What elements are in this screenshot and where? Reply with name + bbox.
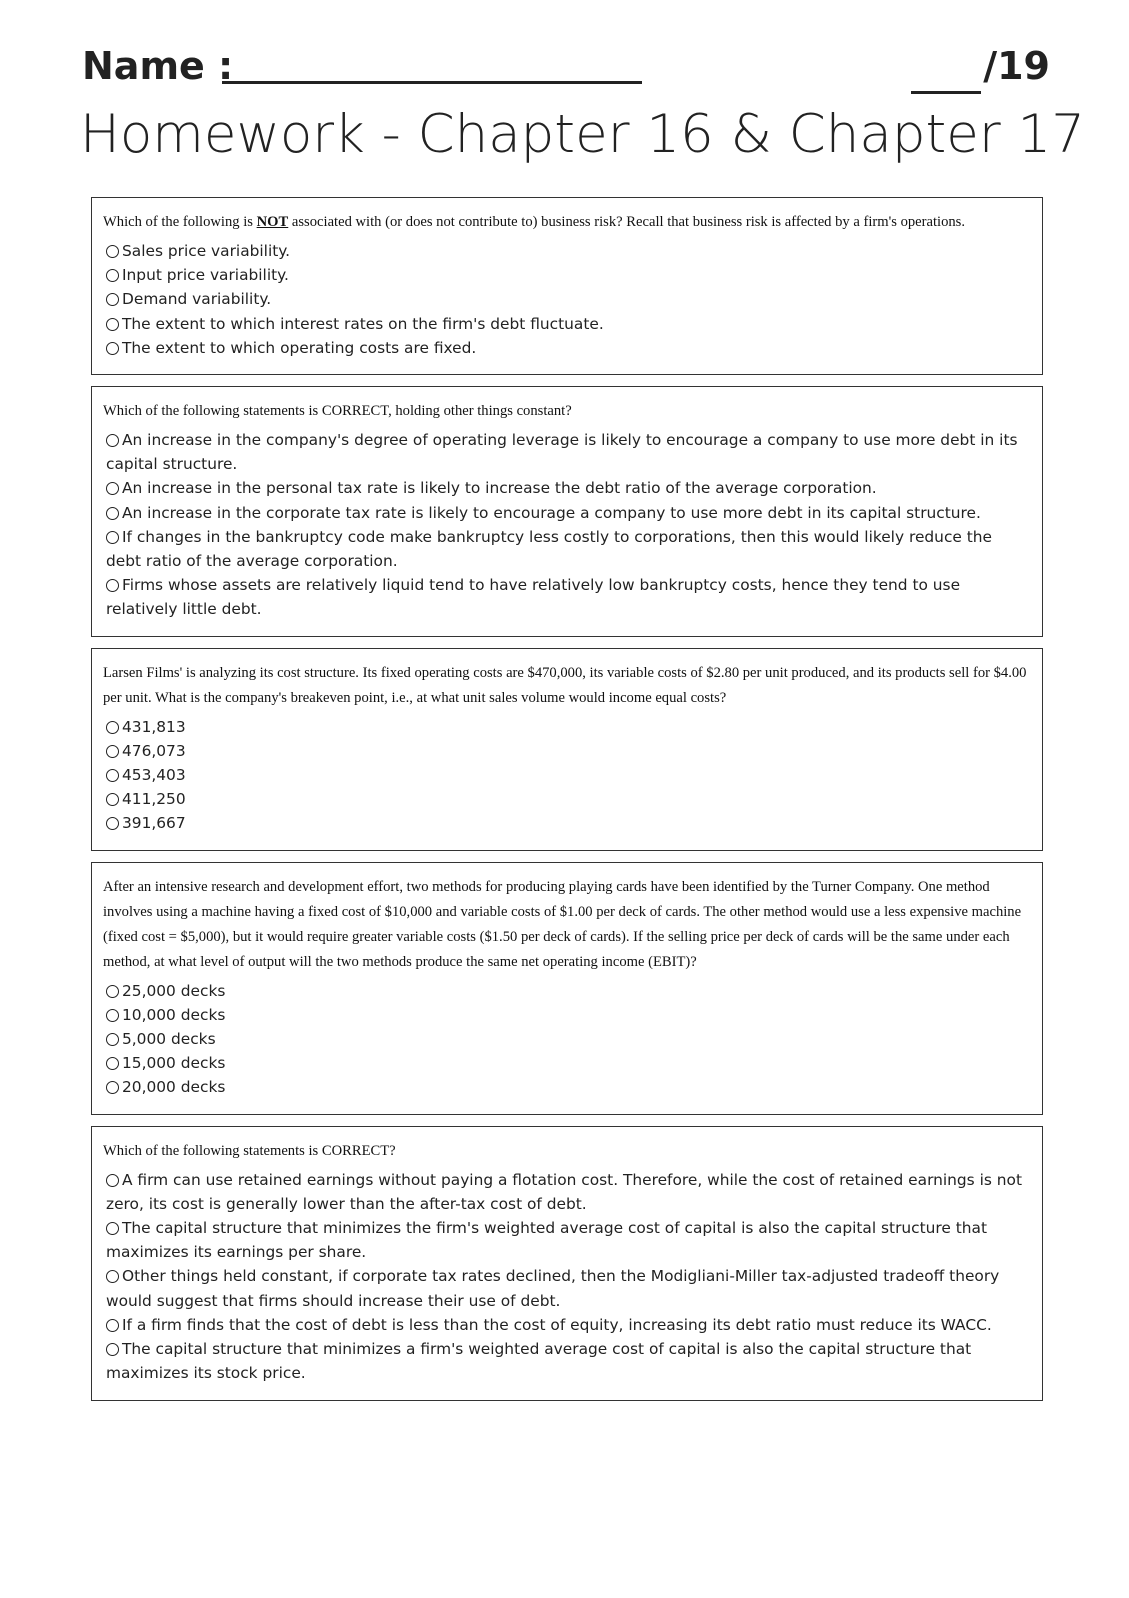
answer-option[interactable]: 15,000 decks — [103, 1051, 1030, 1075]
radio-icon[interactable] — [106, 342, 119, 355]
answer-option[interactable]: Demand variability. — [103, 287, 1030, 311]
question-list — [91, 197, 1043, 1412]
radio-icon[interactable] — [106, 1009, 119, 1022]
score-total: /19 — [983, 44, 1050, 88]
radio-icon[interactable] — [106, 318, 119, 331]
radio-icon[interactable] — [106, 721, 119, 734]
radio-icon[interactable] — [106, 245, 119, 258]
answer-option[interactable]: 5,000 decks — [103, 1027, 1030, 1051]
answer-option[interactable]: 453,403 — [103, 763, 1030, 787]
answer-option[interactable]: If a firm finds that the cost of debt is less than the cost of equity, increasing its debt ratio must reduce its WACC. — [103, 1313, 1030, 1337]
answer-option[interactable]: 431,813 — [103, 715, 1030, 739]
answer-option[interactable]: An increase in the company's degree of operating leverage is likely to encourage a company to use more debt in its capital structure. — [106, 431, 1018, 474]
radio-icon[interactable] — [106, 269, 119, 282]
page-header — [82, 38, 1050, 98]
radio-icon[interactable] — [106, 579, 119, 592]
radio-icon[interactable] — [106, 293, 119, 306]
radio-icon[interactable] — [106, 1319, 119, 1332]
radio-icon[interactable] — [106, 482, 119, 495]
radio-icon[interactable] — [106, 434, 119, 447]
score-input-line[interactable] — [911, 47, 981, 94]
radio-icon[interactable] — [106, 793, 119, 806]
radio-icon[interactable] — [106, 1057, 119, 1070]
radio-icon[interactable] — [106, 1081, 119, 1094]
answer-option[interactable]: 411,250 — [103, 787, 1030, 811]
question-text: Which of the following statements is CORRECT? — [103, 1142, 396, 1159]
radio-icon[interactable] — [106, 1343, 119, 1356]
radio-icon[interactable] — [106, 531, 119, 544]
question-4 — [91, 862, 1043, 1115]
question-text: Larsen Films' is analyzing its cost structure. Its fixed operating costs are $470,000, its variable costs of $2.80 per unit produced, and its products sell for $4.00 per unit. What is the company's breakeven point, i.e., at what unit sales volume would income equal costs? — [103, 664, 1027, 706]
radio-icon[interactable] — [106, 769, 119, 782]
radio-icon[interactable] — [106, 1270, 119, 1283]
answer-option[interactable]: Sales price variability. — [103, 239, 1030, 263]
radio-icon[interactable] — [106, 985, 119, 998]
answer-option[interactable]: Input price variability. — [103, 263, 1030, 287]
answer-option[interactable]: Other things held constant, if corporate tax rates declined, then the Modigliani-Miller tax-adjusted tradeoff theory would suggest that firms should increase their use of debt. — [106, 1267, 1000, 1310]
radio-icon[interactable] — [106, 1033, 119, 1046]
answer-option[interactable]: 20,000 decks — [103, 1075, 1030, 1099]
name-input-line[interactable] — [222, 81, 642, 84]
answer-option[interactable]: An increase in the corporate tax rate is likely to encourage a company to use more debt in its capital structure. — [103, 501, 1030, 525]
answer-option[interactable]: The extent to which interest rates on the firm's debt fluctuate. — [103, 312, 1030, 336]
answer-option[interactable]: A firm can use retained earnings without paying a flotation cost. Therefore, while the cost of retained earnings is not zero, its cost is generally lower than the after-tax cost of debt. — [106, 1170, 1022, 1213]
answer-option[interactable]: An increase in the personal tax rate is likely to increase the debt ratio of the average corporation. — [103, 476, 1030, 500]
question-text: Which of the following is NOT associated with (or does not contribute to) business risk? Recall that business risk is affected by a firm's operations. — [103, 214, 966, 230]
page-title: Homework - Chapter 16 & Chapter 17 — [80, 104, 1085, 165]
answer-option[interactable]: The capital structure that minimizes a firm's weighted average cost of capital is also the capital structure that maximizes its stock price. — [106, 1340, 972, 1383]
answer-option[interactable]: The capital structure that minimizes the firm's weighted average cost of capital is also the capital structure that maximizes its earnings per share. — [106, 1219, 988, 1262]
radio-icon[interactable] — [106, 817, 119, 830]
answer-option[interactable]: Firms whose assets are relatively liquid tend to have relatively low bankruptcy costs, hence they tend to use relatively little debt. — [106, 576, 961, 619]
radio-icon[interactable] — [106, 507, 119, 520]
name-label: Name : — [82, 44, 234, 88]
emphasis-not: NOT — [256, 214, 289, 230]
answer-option[interactable]: The extent to which operating costs are fixed. — [103, 336, 1030, 360]
question-5 — [91, 1126, 1043, 1401]
score-box — [911, 38, 1050, 94]
question-text: After an intensive research and development effort, two methods for producing playing cards have been identified by the Turner Company. One method involves using a machine having a fixed cost of $10,000 and variable costs of $1.00 per deck of cards. The other method would use a less expensive machine (fixed cost = $5,000), but it would require greater variable costs ($1.50 per deck of cards). If the selling price per deck of cards will be the same under each method, at what level of output will the two methods produce the same net operating income (EBIT)? — [103, 878, 1022, 970]
answer-option[interactable]: 391,667 — [103, 811, 1030, 835]
question-text: Which of the following statements is CORRECT, holding other things constant? — [103, 403, 572, 420]
answer-option[interactable]: 476,073 — [103, 739, 1030, 763]
answer-option[interactable]: If changes in the bankruptcy code make bankruptcy less costly to corporations, then this would likely reduce the debt ratio of the average corporation. — [106, 527, 993, 571]
question-1 — [91, 197, 1043, 375]
question-2 — [91, 386, 1043, 637]
radio-icon[interactable] — [106, 1174, 119, 1187]
radio-icon[interactable] — [106, 1222, 119, 1235]
question-3 — [91, 648, 1043, 851]
answer-option[interactable]: 25,000 decks — [103, 979, 1030, 1003]
radio-icon[interactable] — [106, 745, 119, 758]
answer-option[interactable]: 10,000 decks — [103, 1003, 1030, 1027]
